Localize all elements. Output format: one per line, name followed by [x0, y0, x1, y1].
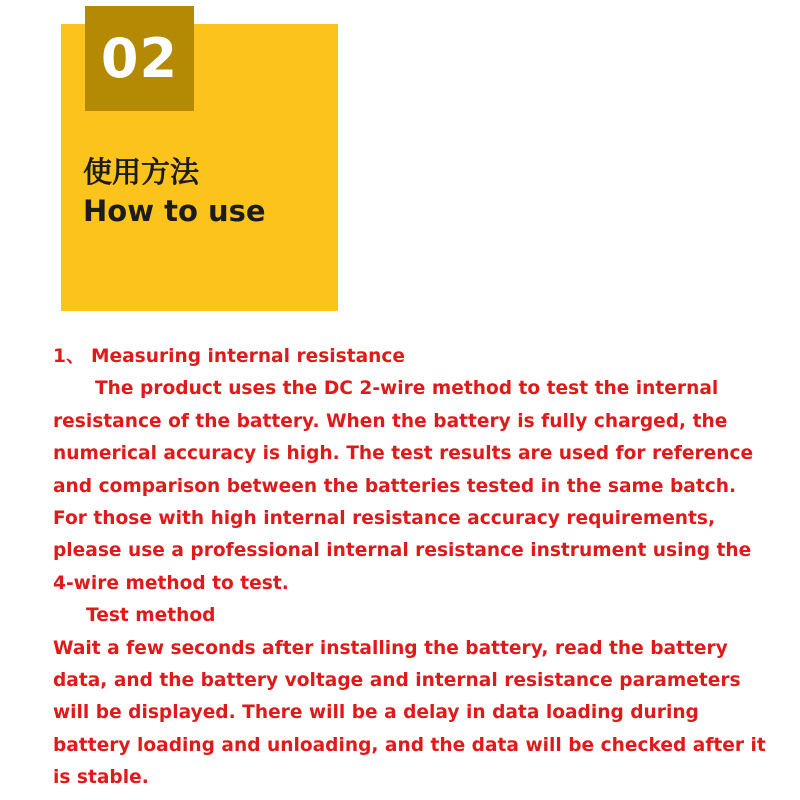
section-number: 02 [100, 27, 179, 90]
paragraph-line: 4-wire method to test. [53, 572, 289, 594]
instructions-text [53, 341, 788, 795]
paragraph-line: battery loading and unloading, and the data will be checked after it [53, 734, 766, 756]
paragraph-line: The product uses the DC 2-wire method to test the internal [95, 378, 719, 400]
paragraph-line: is stable. [53, 767, 149, 789]
paragraph-line: resistance of the battery. When the battery is fully charged, the [53, 410, 728, 432]
paragraph-line: please use a professional internal resistance instrument using the [53, 540, 752, 562]
section-title-english: How to use [83, 194, 266, 228]
section-title-chinese: 使用方法 [83, 155, 200, 189]
test-method-subheading: Test method [86, 605, 216, 627]
paragraph-line: and comparison between the batteries tested in the same batch. [53, 475, 737, 497]
section-number-badge [85, 6, 194, 111]
paragraph-line: data, and the battery voltage and internal resistance parameters [53, 670, 741, 692]
paragraph-line: Wait a few seconds after installing the battery, read the battery [53, 637, 728, 659]
paragraph-line: For those with high internal resistance accuracy requirements, [53, 508, 716, 530]
instruction-heading: 1、 Measuring internal resistance [53, 346, 406, 367]
paragraph-line: will be displayed. There will be a delay in data loading during [53, 702, 699, 724]
paragraph-line: numerical accuracy is high. The test results are used for reference [53, 443, 754, 465]
